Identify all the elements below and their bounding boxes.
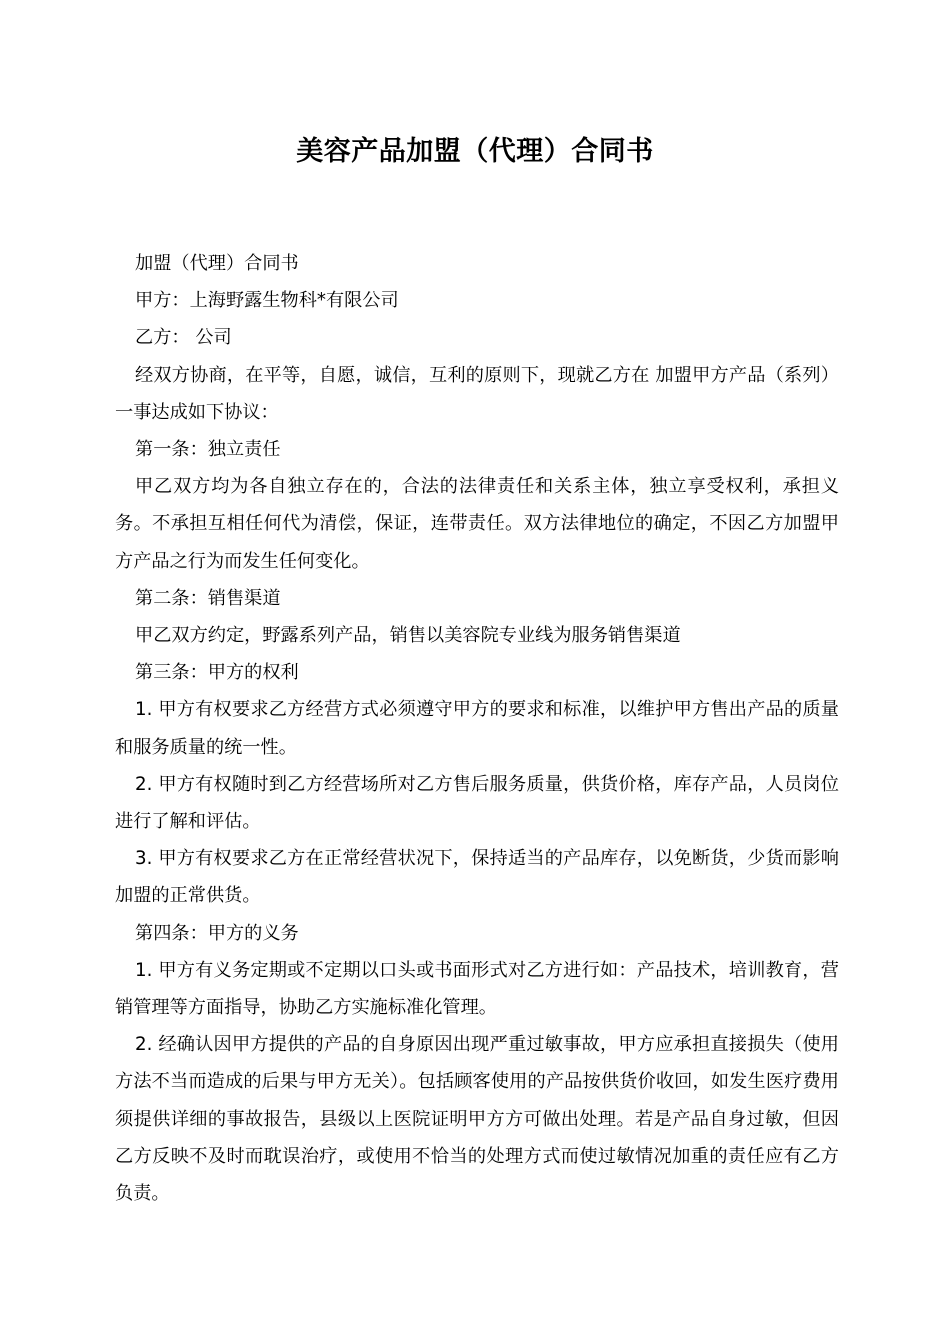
article-2-text: 甲乙双方约定，野露系列产品，销售以美容院专业线为服务销售渠道 (135, 625, 681, 647)
article-4-item-1: 1. 甲方有义务定期或不定期以口头或书面形式对乙方进行如：产品技术，培训教育，营销管理等方面指导，协助乙方实施标准化管理。 (115, 959, 839, 1019)
article-1-text: 甲乙双方均为各自独立存在的，合法的法律责任和关系主体，独立享受权利，承担义务。不承担互相任何代为清偿，保证，连带责任。双方法律地位的确定，不因乙方加盟甲方产品之行为而发生任何变化。 (115, 476, 839, 572)
article-4-item-2: 2. 经确认因甲方提供的产品的自身原因出现严重过敏事故，甲方应承担直接损失（使用方法不当而造成的后果与甲方无关）。包括顾客使用的产品按供货价收回，如发生医疗费用须提供详细的事故报告，县级以上医院证明甲方方可做出处理。若是产品自身过敏，但因乙方反映不及时而耽误治疗，或使用不恰当的处理方式而使过敏情况加重的责任应有乙方负责。 (115, 1034, 839, 1205)
article-3-item-3: 3. 甲方有权要求乙方在正常经营状况下，保持适当的产品库存，以免断货，少货而影响加盟的正常供货。 (115, 848, 839, 907)
article-1-heading: 第一条：独立责任 (135, 439, 281, 461)
article-3-heading: 第三条：甲方的权利 (135, 662, 299, 684)
article-4-heading: 第四条：甲方的义务 (135, 922, 299, 944)
document-body (115, 245, 839, 1212)
document-title: 美容产品加盟（代理）合同书 (296, 136, 654, 167)
article-2-heading: 第二条：销售渠道 (135, 587, 281, 609)
party-a: 甲方：上海野露生物科*有限公司 (135, 290, 399, 312)
article-3-item-2: 2. 甲方有权随时到乙方经营场所对乙方售后服务质量，供货价格，库存产品，人员岗位进行了解和评估。 (115, 773, 839, 833)
paragraph-heading: 加盟（代理）合同书 (135, 253, 299, 274)
preamble: 经双方协商，在平等，自愿，诚信，互利的原则下，现就乙方在 加盟甲方产品（系列）一事达成如下协议： (115, 364, 839, 423)
article-3-item-1: 1. 甲方有权要求乙方经营方式必须遵守甲方的要求和标准，以维护甲方售出产品的质量和服务质量的统一性。 (115, 699, 839, 758)
party-b: 乙方： 公司 (135, 327, 232, 349)
